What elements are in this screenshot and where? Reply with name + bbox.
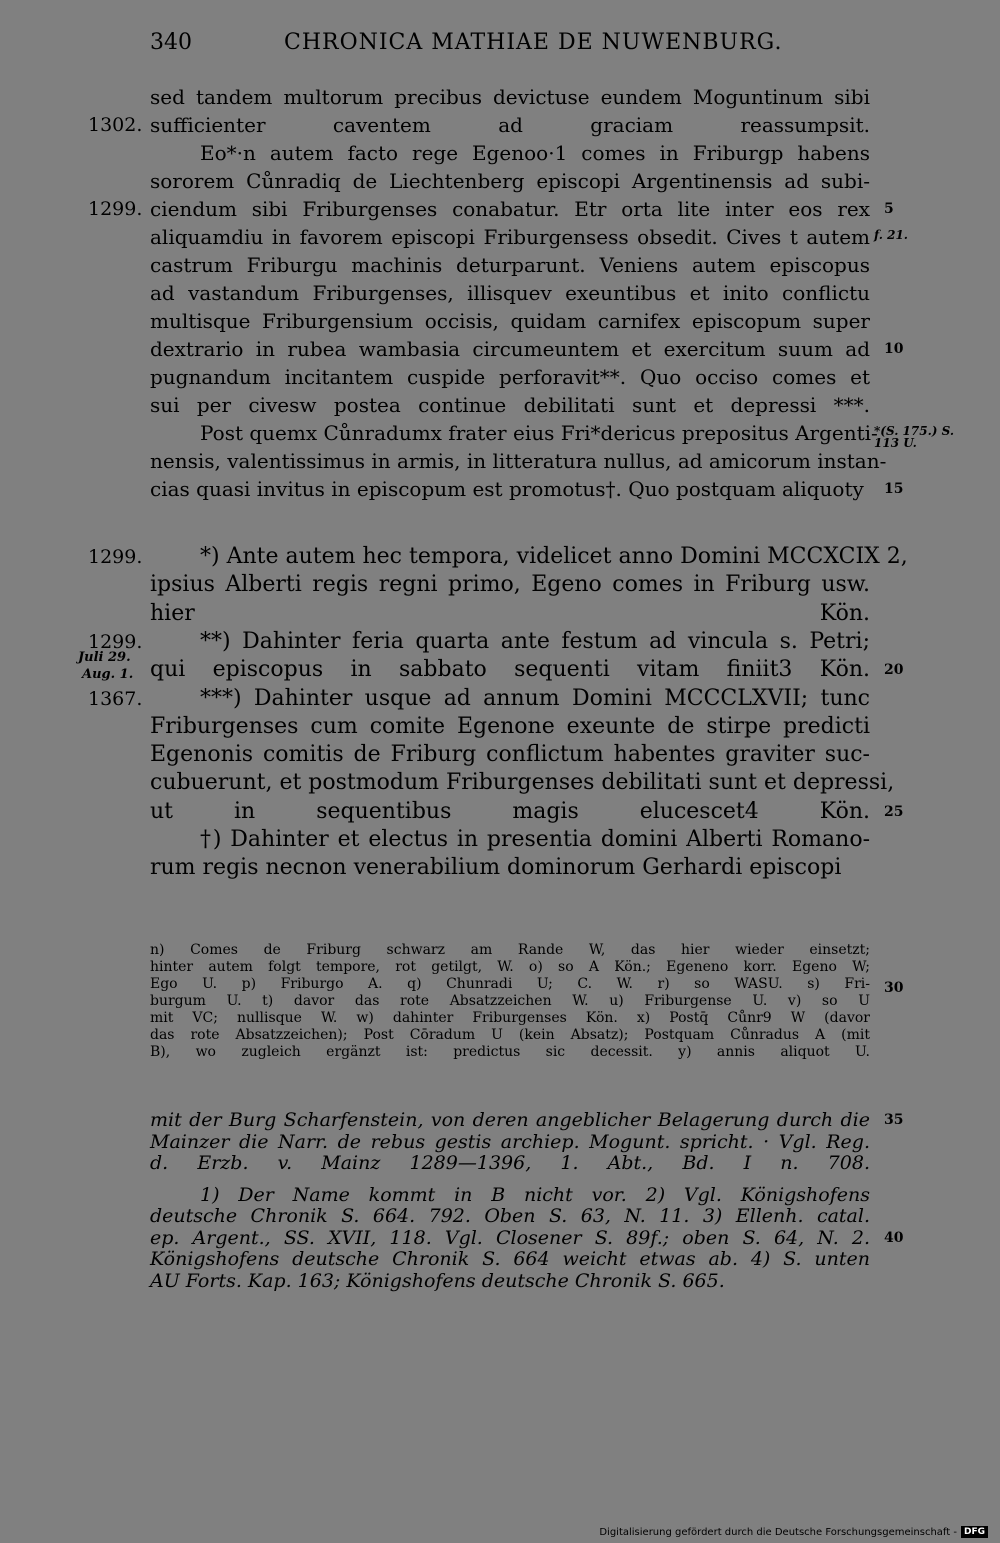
main_text-line: sufficienter caventem ad graciam reassumpsit. (150, 113, 870, 137)
footnotes_star-line: qui episcopus in sabbato sequenti vitam finiit3 Kön. (150, 657, 870, 683)
main_text-line: Eo*·n autem facto rege Egenoo·1 comes in Friburgp habens (200, 141, 870, 165)
main_text-line: aliquamdiu in favorem episcopi Friburgensess obsedit. Cives t autem (150, 225, 870, 249)
footnotes_star-line: ***) Dahinter usque ad annum Domini MCCCLXVII; tunc (200, 685, 870, 711)
commentary-line: mit der Burg Scharfenstein, von deren angeblicher Belagerung durch die (150, 1109, 870, 1131)
line-number: *(S. 175.) S. 113 U. (874, 424, 955, 450)
main_text-line: dextrario in rubea wambasia circumeuntem et exercitum suum ad (150, 337, 870, 361)
main_text-line: sed tandem multorum precibus devictuse eundem Moguntinum sibi (150, 85, 870, 109)
main_text-line: nensis, valentissimus in armis, in litteratura nullus, ad amicorum instan- (150, 449, 887, 473)
commentary-line: Mainzer die Narr. de rebus gestis archiep. Mogunt. spricht. · Vgl. Reg. (150, 1130, 870, 1153)
apparatus-line: B), wo zugleich ergänzt ist: predictus sic decessit. y) annis aliquot U. (150, 1044, 870, 1060)
margin-year: 1299. (88, 630, 143, 653)
line-number: f. 21. (874, 228, 908, 242)
line-number: 25 (884, 803, 904, 820)
footnotes_star-line: Friburgenses cum comite Egenone exeunte de stirpe predicti (150, 713, 870, 739)
margin-date-juli: Juli 29. (78, 650, 131, 665)
footnotes_star-line: rum regis necnon venerabilium dominorum Gerhardi episcopi (150, 855, 842, 881)
apparatus-line: Ego U. p) Friburgo A. q) Chunradi U; C. W. r) so WASU. s) Fri- (150, 976, 870, 992)
main_text-line: ad vastandum Friburgenses, illisquev exeuntibus et inito conflictu (150, 281, 870, 305)
line-number: 10 (884, 341, 904, 357)
main_text-line: pugnandum incitantem cuspide perforavit**. Quo occiso comes et (150, 365, 870, 389)
main_text-line: sororem Cůnradiq de Liechtenberg episcopi Argentinensis ad subi- (150, 169, 870, 193)
apparatus-line: n) Comes de Friburg schwarz am Rande W, das hier wieder einsetzt; (150, 942, 870, 958)
footer-credit (599, 1526, 988, 1538)
footnotes_star-line: cubuerunt, et postmodum Friburgenses debilitati sunt et depressi, (150, 770, 895, 796)
commentary-line: AU Forts. Kap. 163; Königshofens deutsche Chronik S. 665. (150, 1269, 725, 1292)
margin-year: 1302. (88, 114, 143, 136)
main_text-line: Post quemx Cůnradumx frater eius Fri*dericus prepositus Argenti- (200, 421, 878, 445)
margin-year: 1299. (88, 198, 143, 220)
commentary-line: ep. Argent., SS. XVII, 118. Vgl. Closener S. 89f.; oben S. 64, N. 2. (150, 1226, 870, 1249)
footer-text: Digitalisierung gefördert durch die Deutsche Forschungsgemeinschaft - (599, 1526, 957, 1538)
footnotes_star-line: ipsius Alberti regis regni primo, Egeno comes in Friburg usw. (150, 572, 870, 598)
running-title: CHRONICA MATHIAE DE NUWENBURG. (284, 30, 783, 55)
margin-year: 1299. (88, 546, 143, 568)
main_text-line: castrum Friburgu machinis deturparunt. Veniens autem episcopus (150, 253, 870, 277)
margin-year: 1367. (88, 687, 143, 710)
commentary-line: d. Erzb. v. Mainz 1289—1396, 1. Abt., Bd. I n. 708. (150, 1152, 870, 1174)
footnotes_star-line: †) Dahinter et electus in presentia domini Alberti Romano- (200, 827, 870, 852)
commentary-line: deutsche Chronik S. 664. 792. Oben S. 63, N. 11. 3) Ellenh. catal. (150, 1205, 870, 1227)
apparatus-line: das rote Absatzzeichen); Post Cōradum U (kein Absatz); Postquam Cůnradus A (mit (150, 1027, 870, 1043)
commentary-line: 1) Der Name kommt in B nicht vor. 2) Vgl. Königshofens (200, 1183, 870, 1206)
apparatus-line: hinter autem folgt tempore, rot getilgt, W. o) so A Kön.; Egeneno korr. Egeno W; (150, 959, 870, 975)
line-number: 35 (884, 1112, 904, 1128)
main_text-line: sui per civesw postea continue debilitati sunt et depressi ***. (150, 393, 870, 417)
footnotes_star-line: hier Kön. (150, 600, 870, 626)
footnotes_star-line: ut in sequentibus magis elucescet4 Kön. (150, 798, 870, 824)
apparatus-line: mit VC; nullisque W. w) dahinter Friburgenses Kön. x) Postq̄ Cůnr9 W (davor (150, 1010, 870, 1026)
line-number: 15 (884, 481, 904, 497)
margin-date-aug: Aug. 1. (82, 667, 134, 682)
footnotes_star-line: *) Ante autem hec tempora, videlicet anno Domini MCCXCIX 2, (200, 544, 908, 569)
main_text-line: multisque Friburgensium occisis, quidam carnifex episcopum super (150, 309, 870, 333)
footnotes_star-line: Egenonis comitis de Friburg conflictum habentes graviter suc- (150, 742, 870, 768)
line-number: 40 (884, 1229, 904, 1246)
line-number: 5 (884, 201, 894, 217)
main_text-line: cias quasi invitus in episcopum est promotus†. Quo postquam aliquoty (150, 477, 864, 501)
commentary-line: Königshofens deutsche Chronik S. 664 weicht etwas ab. 4) S. unten (150, 1248, 870, 1270)
dfg-logo: DFG (961, 1526, 988, 1538)
page-number: 340 (150, 30, 192, 55)
line-number: 20 (884, 662, 904, 679)
main_text-line: ciendum sibi Friburgenses conabatur. Etr orta lite inter eos rex (150, 197, 870, 221)
line-number: 30 (884, 980, 904, 996)
footnotes_star-line: **) Dahinter feria quarta ante festum ad vincula s. Petri; (200, 628, 870, 654)
apparatus-line: burgum U. t) davor das rote Absatzzeichen W. u) Friburgense U. v) so U (150, 993, 870, 1009)
